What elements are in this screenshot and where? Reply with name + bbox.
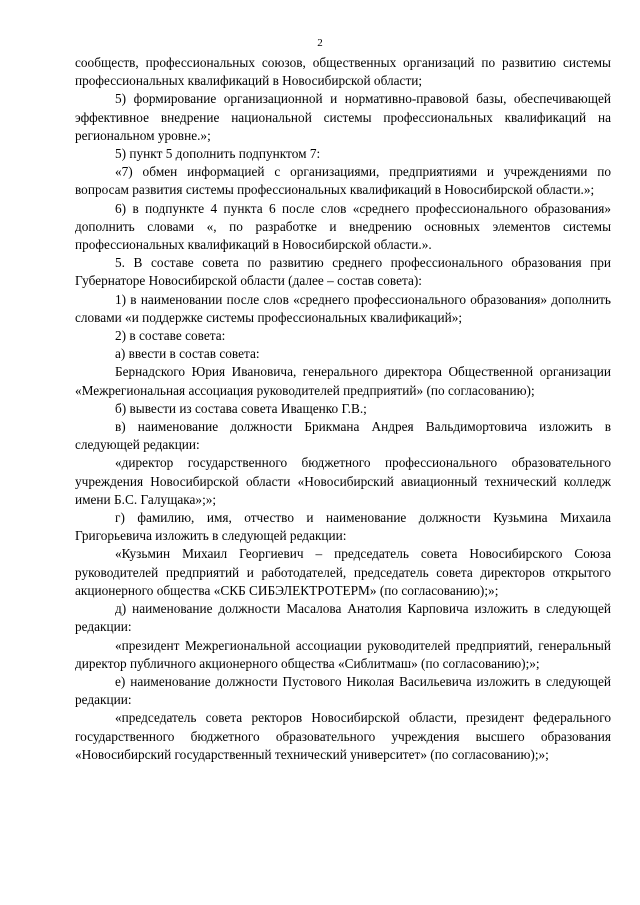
paragraph-bernadsky: Бернадского Юрия Ивановича, генерального директора Общественной организации «Межрегиональная ассоциация руководителей предприятий» (по согласованию);	[75, 364, 611, 398]
paragraph-item-v: в) наименование должности Брикмана Андрея Вальдимортовича изложить в следующей редакции:	[75, 419, 611, 453]
paragraph-item-5-formation: 5) формирование организационной и нормативно-правовой базы, обеспечивающей эффективное внедрение национальной системы профессиональных квалификаций на региональном уровне.»;	[75, 91, 611, 143]
paragraph-item-b: б) вывести из состава совета Иващенко Г.В.;	[115, 400, 367, 416]
paragraph-item-g: г) фамилию, имя, отчество и наименование должности Кузьмина Михаила Григорьевича изложить в следующей редакции:	[75, 510, 611, 544]
paragraph-item-5-point: 5) пункт 5 дополнить подпунктом 7:	[115, 146, 321, 162]
paragraph-section-5: 5. В составе совета по развитию среднего профессионального образования при Губернаторе Новосибирской области (далее – состав совета):	[75, 255, 611, 289]
paragraph-kuzmin-position: «Кузьмин Михаил Георгиевич – председатель совета Новосибирского Союза руководителей предприятий и работодателей, председатель совета директоров открытого акционерного общества «СКБ СИБЭЛЕКТРОТЕРМ» (по согласованию);»;	[75, 546, 611, 598]
paragraph-pustovoy-position: «председатель совета ректоров Новосибирской области, президент федерального государственного бюджетного образовательного учреждения высшего образования «Новосибирский государственный технический университет» (по согласованию);»;	[75, 710, 611, 762]
paragraph-subitem-7: «7) обмен информацией с организациями, предприятиями и учреждениями по вопросам развития системы профессиональных квалификаций в Новосибирской области.»;	[75, 164, 611, 198]
paragraph-item-a: а) ввести в состав совета:	[115, 346, 260, 362]
paragraph-brikman-position: «директор государственного бюджетного профессионального образовательного учреждения Новосибирской области «Новосибирский авиационный технический колледж имени Б.С. Галущака»;»;	[75, 455, 611, 507]
paragraph-item-2: 2) в составе совета:	[115, 328, 226, 344]
paragraph-item-d: д) наименование должности Масалова Анатолия Карповича изложить в следующей редакции:	[75, 601, 611, 635]
document-body	[75, 54, 611, 764]
paragraph-item-6: 6) в подпункте 4 пункта 6 после слов «среднего профессионального образования» дополнить словами «, по разработке и внедрению основных элементов системы профессиональных квалификаций в Новосибирской области.».	[75, 200, 611, 253]
paragraph-item-1: 1) в наименовании после слов «среднего профессионального образования» дополнить словами «и поддержке системы профессиональных квалификаций»;	[75, 291, 611, 325]
paragraph-continuation: сообществ, профессиональных союзов, общественных организаций по развитию системы профессиональных квалификаций в Новосибирской области;	[75, 55, 611, 89]
paragraph-masalov-position: «президент Межрегиональной ассоциации руководителей предприятий, генеральный директор публичного акционерного общества «Сиблитмаш» (по согласованию);»;	[75, 637, 611, 671]
paragraph-item-e: е) наименование должности Пустового Николая Васильевича изложить в следующей редакции:	[75, 673, 611, 708]
page-number: 2	[317, 37, 323, 49]
